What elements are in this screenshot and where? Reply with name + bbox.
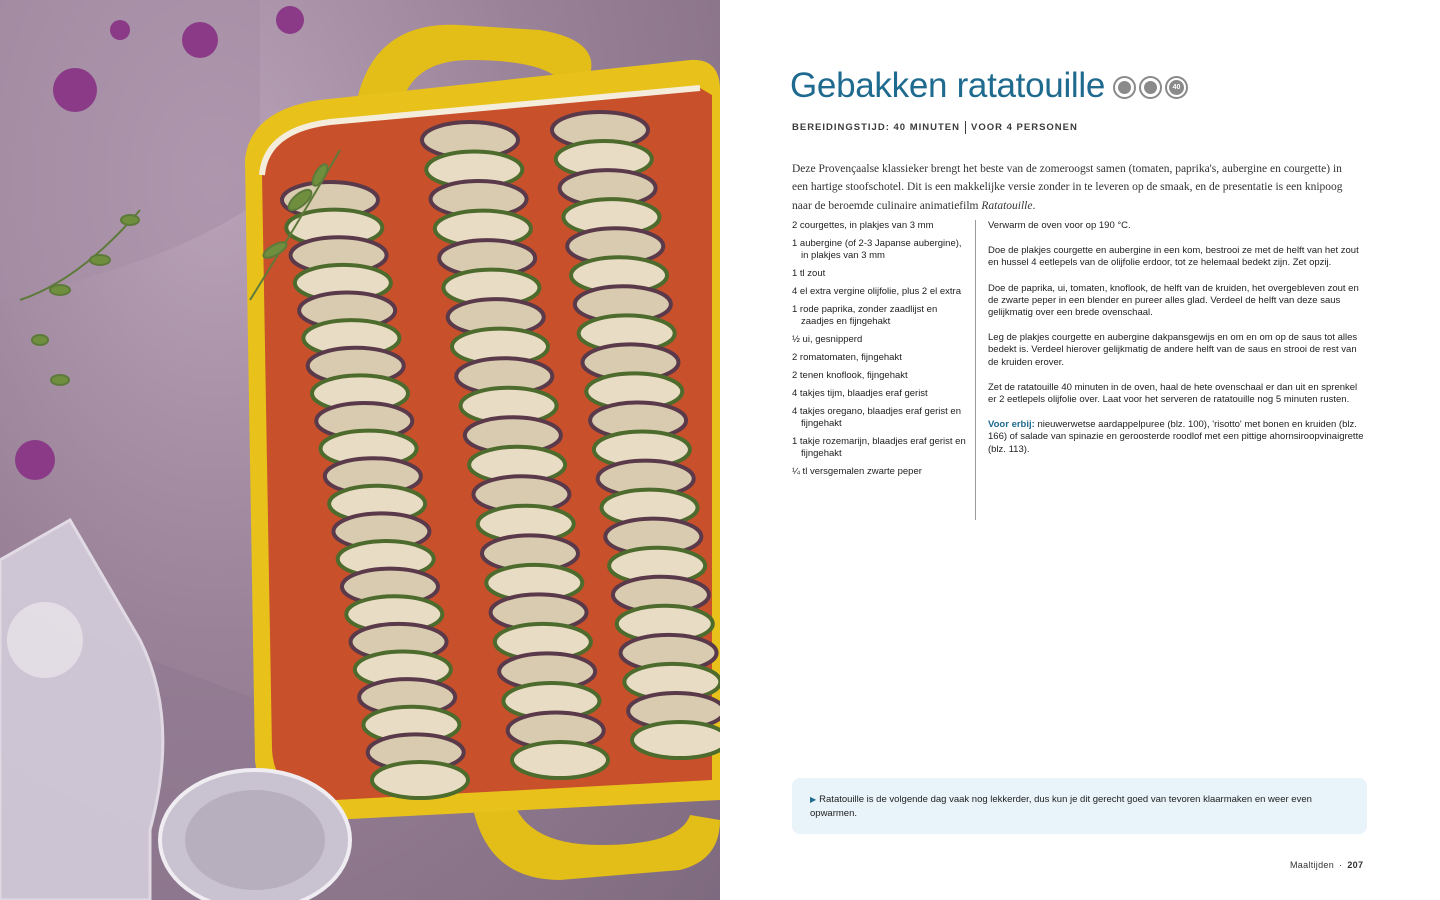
method-steps <box>988 220 1364 469</box>
time-icon: 40 <box>1165 76 1188 99</box>
intro-end: . <box>1032 199 1036 212</box>
ingredient-item: 4 takjes oregano, blaadjes eraf gerist en fijngehakt <box>792 406 961 429</box>
intro-film-title: Ratatouille <box>981 199 1033 212</box>
ingredient-item: 1 aubergine (of 2-3 Japanse aubergine), in plakjes van 3 mm <box>792 238 962 261</box>
recipe-meta <box>792 121 1078 134</box>
method-step: Doe de plakjes courgette en aubergine in een kom, bestrooi ze met de helft van het zout en hussel 4 eetlepels van de olijfolie erdoor, tot ze helemaal bedekt zijn. Zet opzij. <box>988 245 1359 269</box>
tip-arrow-icon: ▶ <box>810 795 817 804</box>
servings: VOOR 4 PERSONEN <box>971 122 1078 133</box>
page-number: 207 <box>1347 860 1364 870</box>
ingredient-item: ¼ tl versgemalen zwarte peper <box>792 466 922 477</box>
ingredient-item: 4 takjes tijm, blaadjes eraf gerist <box>792 388 928 399</box>
glass-bottle <box>0 520 163 900</box>
ingredient-item: 1 tl zout <box>792 268 826 279</box>
vegan-icon <box>1113 76 1136 99</box>
serving-text: nieuwerwetse aardappelpuree (blz. 100), 'risotto' met bonen en kruiden (blz. 166) of salade van spinazie en geroosterde roodlof met een pittige ahornsiroopvinaigrette (blz. 113). <box>988 419 1364 455</box>
method-step: Zet de ratatouille 40 minuten in de oven, haal de hete ovenschaal er dan uit en sprenkel er 2 eetlepels olijfolie over. Laat voor het serveren de ratatouille nog 5 minuten rusten. <box>988 381 1358 406</box>
prep-time: BEREIDINGSTIJD: 40 MINUTEN <box>792 122 960 133</box>
ingredient-item: 2 tenen knoflook, fijngehakt <box>792 370 908 381</box>
tip-box <box>792 778 1367 834</box>
serving-suggestion <box>988 419 1364 456</box>
ingredient-item: 4 el extra vergine olijfolie, plus 2 el extra <box>792 286 961 297</box>
ingredient-item: ½ ui, gesnipperd <box>792 334 863 345</box>
ingredient-item: 1 takje rozemarijn, blaadjes eraf gerist en fijngehakt <box>792 436 966 459</box>
method-step: Leg de plakjes courgette en aubergine dakpansgewijs en om en om op de saus tot alles bedekt is. Verdeel hierover gelijkmatig de andere helft van de saus en strooi de rest van de kruiden erover. <box>988 332 1358 368</box>
title-row <box>790 64 1188 108</box>
ingredient-list <box>792 220 970 484</box>
recipe-title: Gebakken ratatouille <box>790 66 1106 105</box>
water-glass <box>160 770 350 900</box>
column-divider <box>975 220 976 520</box>
ingredient-item: 2 courgettes, in plakjes van 3 mm <box>792 220 934 231</box>
ingredient-item: 1 rode paprika, zonder zaadlijst en zaadjes en fijngehakt <box>792 304 938 327</box>
vegetable-slice <box>372 762 468 798</box>
page-footer <box>1290 860 1363 870</box>
method-step: Doe de paprika, ui, tomaten, knoflook, de helft van de kruiden, het overgebleven zout en de zwarte peper in een blender en pureer alles glad. Verdeel de helft van deze saus gelijkmatig over een brede ovenschaal. <box>988 282 1359 319</box>
vegetable-slice <box>632 722 720 758</box>
footer-separator: · <box>1339 860 1343 870</box>
section-name: Maaltijden <box>1290 860 1335 870</box>
vegetable-slice <box>512 742 608 778</box>
serving-label: Voor erbij: <box>988 419 1035 431</box>
intro-text: Deze Provençaalse klassieker brengt het beste van de zomeroogst samen (tomaten, paprika's, aubergine en courgette) in een hartige stoofschotel. Dit is een makkelijke versie zonder in te leveren op de smaak, en de presentatie is een knipoog naar de beroemde culinaire animatiefilm <box>792 162 1343 212</box>
recipe-intro <box>792 160 1352 216</box>
vegetable-icon <box>1139 76 1162 99</box>
meta-divider <box>965 121 966 134</box>
tip-text: Ratatouille is de volgende dag vaak nog lekkerder, dus kun je dit gerecht goed van tevoren klaarmaken en weer even opwarmen. <box>810 794 1312 819</box>
method-step: Verwarm de oven voor op 190 °C. <box>988 220 1131 231</box>
diet-badges <box>1113 76 1188 99</box>
ingredient-item: 2 romatomaten, fijngehakt <box>792 352 902 363</box>
